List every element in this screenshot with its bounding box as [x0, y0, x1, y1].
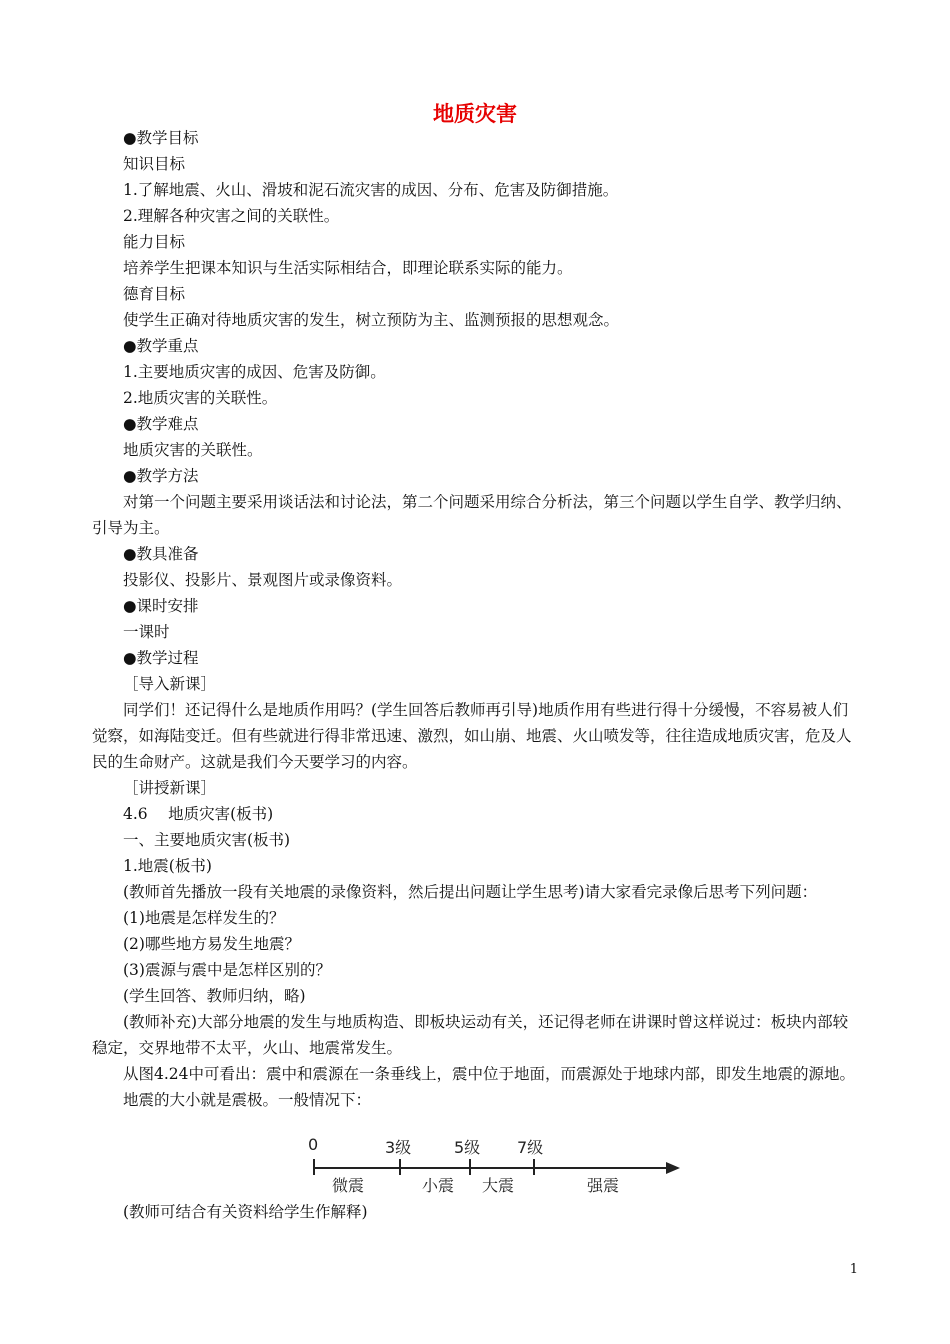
page-title: 地质灾害: [433, 102, 517, 126]
page-number: 1: [849, 1262, 858, 1277]
section-heading: ●教具准备: [123, 545, 199, 563]
intro-paragraph: 同学们！还记得什么是地质作用吗？(学生回答后教师再引导)地质作用有些进行得十分缓慢，不容易被人们觉察，如海陆变迁。但有些就进行得非常迅速、激烈，如山崩、地震、火山喷发等，往往造成地质灾害，危及人民的生命财产。这就是我们今天要学习的内容。: [92, 701, 852, 771]
paragraph-line: 投影仪、投影片、景观图片或录像资料。: [123, 571, 403, 589]
range-label: 微震: [332, 1176, 365, 1195]
range-label: 强震: [587, 1176, 620, 1195]
paragraph-line: (教师可结合有关资料给学生作解释): [123, 1203, 368, 1221]
paragraph-line: 1.地震(板书): [123, 857, 212, 875]
method-paragraph: 对第一个问题主要采用谈话法和讨论法，第二个问题采用综合分析法，第三个问题以学生自学、教学归纳、引导为主。: [92, 493, 852, 537]
tick-label: 3级: [385, 1138, 412, 1157]
tick-label: 0: [308, 1135, 319, 1154]
section-heading: ●教学难点: [123, 415, 199, 433]
section-heading: ●课时安排: [123, 597, 199, 615]
section-heading: ●教学重点: [123, 337, 199, 355]
paragraph-line: 德育目标: [123, 285, 186, 303]
paragraph-line: 1.了解地震、火山、滑坡和泥石流灾害的成因、分布、危害及防御措施。: [123, 181, 619, 199]
magnitude-scale-figure: [92, 1115, 862, 1205]
range-label: 大震: [482, 1176, 515, 1195]
paragraph-line: 知识目标: [123, 155, 186, 173]
paragraph-line: ［导入新课］: [123, 675, 217, 693]
paragraph-line: (教师首先播放一段有关地震的录像资料，然后提出问题让学生思考)请大家看完录像后思考下列问题：: [123, 883, 818, 901]
paragraph-line: 2.地质灾害的关联性。: [123, 389, 278, 407]
section-heading: ●教学过程: [123, 649, 199, 667]
paragraph-line: 地震的大小就是震极。一般情况下：: [123, 1091, 372, 1109]
paragraph-line: 1.主要地质灾害的成因、危害及防御。: [123, 363, 386, 381]
scale-arrow-icon: [666, 1162, 680, 1174]
paragraph-line: 地质灾害的关联性。: [123, 441, 263, 459]
paragraph-line: 一课时: [123, 623, 170, 641]
tick-label: 7级: [517, 1138, 544, 1157]
document-body: [92, 125, 862, 1225]
tick-label: 5级: [454, 1138, 481, 1157]
paragraph-line: 使学生正确对待地质灾害的发生，树立预防为主、监测预报的思想观念。: [123, 311, 620, 329]
paragraph-line: 一、主要地质灾害(板书): [123, 831, 291, 849]
paragraph-line: 2.理解各种灾害之间的关联性。: [123, 207, 340, 225]
paragraph-line: 能力目标: [123, 233, 186, 251]
supplement-paragraph: (教师补充)大部分地震的发生与地质构造、即板块运动有关，还记得老师在讲课时曾这样说过：板块内部较稳定，交界地带不太平，火山、地震常发生。: [92, 1013, 849, 1057]
paragraph-line: (3)震源与震中是怎样区别的？: [123, 961, 331, 979]
paragraph-line: ［讲授新课］: [123, 779, 217, 797]
section-heading: ●教学目标: [123, 129, 199, 147]
range-label: 小震: [422, 1176, 455, 1195]
paragraph-line: 4.6 地质灾害(板书): [123, 805, 274, 823]
figure-paragraph: 从图4.24中可看出：震中和震源在一条垂线上，震中位于地面，而震源处于地球内部，即发生地震的源地。: [123, 1065, 856, 1083]
paragraph-line: (学生回答、教师归纳，略): [123, 987, 306, 1005]
paragraph-line: 培养学生把课本知识与生活实际相结合，即理论联系实际的能力。: [123, 259, 573, 277]
paragraph-line: (1)地震是怎样发生的？: [123, 909, 285, 927]
paragraph-line: (2)哪些地方易发生地震？: [123, 935, 300, 953]
section-heading: ●教学方法: [123, 467, 199, 485]
